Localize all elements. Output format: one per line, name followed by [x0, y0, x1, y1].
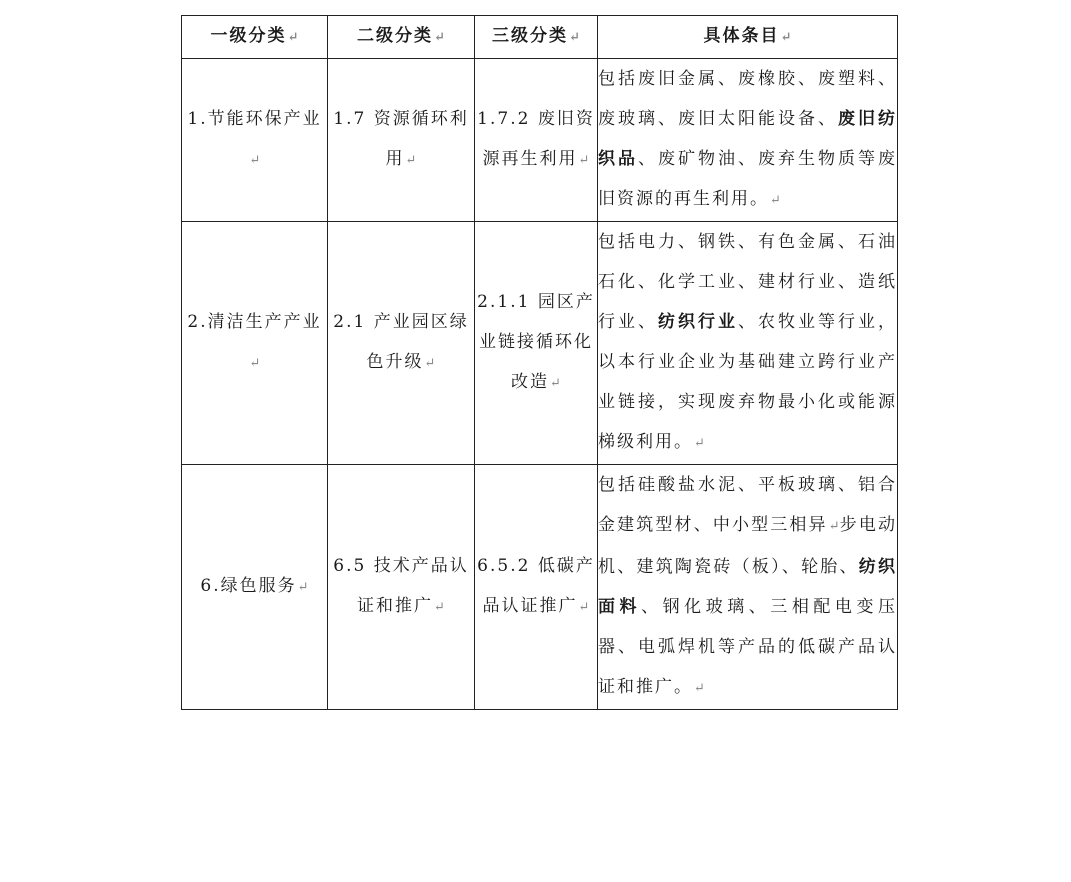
cell-level3: 6.5.2 低碳产品认证推广↵ — [475, 465, 598, 710]
header-items: 具体条目↵ — [598, 16, 898, 59]
table-row — [182, 465, 898, 710]
item-text: 包括废旧金属、废橡胶、废塑料、废玻璃、废旧太阳能设备、 — [598, 69, 897, 129]
item-emphasis: 纺织面料 — [598, 557, 898, 617]
item-text: 、废矿物油、废弃生物质等废旧资源的再生利用。 — [598, 149, 897, 209]
catalog-table — [181, 15, 898, 710]
cell-items — [598, 222, 898, 465]
header-level2: 二级分类↵ — [328, 16, 475, 59]
paragraph-mark: ↵ — [770, 193, 781, 208]
header-level3: 三级分类↵ — [475, 16, 598, 59]
cell-level3: 2.1.1 园区产业链接循环化改造↵ — [475, 222, 598, 465]
cell-items — [598, 59, 898, 222]
cell-level2: 6.5 技术产品认证和推广↵ — [328, 465, 475, 710]
cell-items — [598, 465, 898, 710]
item-text: 、钢化玻璃、三相配电变压器、电弧焊机等产品的低碳产品认证和推广。 — [598, 597, 898, 697]
cell-level1: 2.清洁生产产业↵ — [182, 222, 328, 465]
paragraph-mark: ↵ — [694, 436, 705, 451]
cell-level3: 1.7.2 废旧资源再生利用↵ — [475, 59, 598, 222]
paragraph-mark: ↵ — [828, 519, 840, 534]
cell-level2: 1.7 资源循环利用↵ — [328, 59, 475, 222]
item-emphasis: 废旧纺织品 — [598, 109, 897, 169]
header-level1: 一级分类↵ — [182, 16, 328, 59]
table-row — [182, 222, 898, 465]
cell-level2: 2.1 产业园区绿色升级↵ — [328, 222, 475, 465]
paragraph-mark: ↵ — [694, 681, 705, 696]
header-row — [182, 16, 898, 59]
item-text: 包括电力、钢铁、有色金属、石油石化、化学工业、建材行业、造纸行业、 — [598, 232, 897, 332]
item-emphasis: 纺织行业 — [658, 312, 738, 332]
cell-level1: 1.节能环保产业↵ — [182, 59, 328, 222]
cell-level1: 6.绿色服务↵ — [182, 465, 328, 710]
item-text: 、农牧业等行业，以本行业企业为基础建立跨行业产业链接，实现废弃物最小化或能源梯级利用。 — [598, 312, 897, 452]
table-row — [182, 59, 898, 222]
item-text: 包括硅酸盐水泥、平板玻璃、铝合金建筑型材、中小型三相异 — [598, 475, 897, 535]
item-text: 步电动机、建筑陶瓷砖（板）、轮胎、 — [598, 515, 898, 577]
